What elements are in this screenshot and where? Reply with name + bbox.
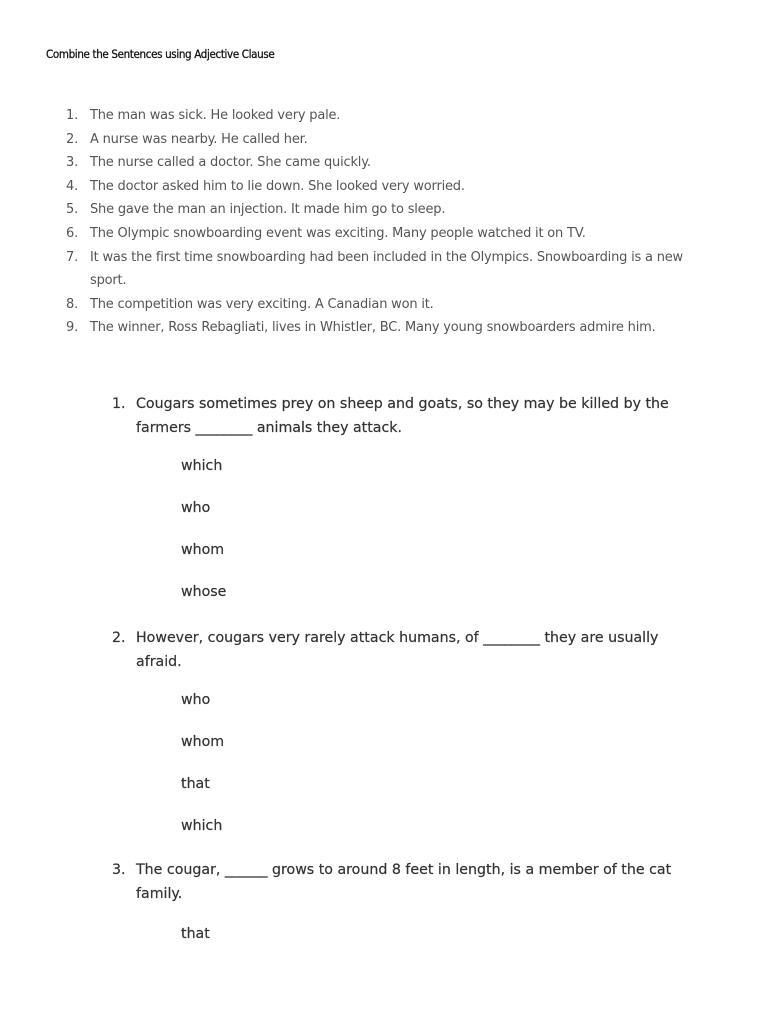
option-whom[interactable]: whom (181, 542, 225, 558)
item-number: 3. (66, 155, 79, 171)
question-text: Cougars sometimes prey on sheep and goats, so they may be killed by the farmers ________ animals they attack. (136, 396, 669, 436)
option-who[interactable]: who (181, 500, 211, 516)
list-item (62, 198, 712, 222)
list-item (62, 316, 712, 340)
list-item (62, 128, 712, 152)
list-item (62, 246, 712, 293)
item-number: 2. (66, 131, 79, 147)
question-text: The cougar, ______ grows to around 8 feet in length, is a member of the cat family. (136, 862, 672, 902)
list-item (62, 293, 712, 317)
list-item (62, 222, 712, 246)
option-that[interactable]: that (181, 776, 210, 792)
sentence-text: She gave the man an injection. It made him go to sleep. (90, 202, 446, 218)
list-item (62, 175, 712, 199)
page-title: Combine the Sentences using Adjective Clause (46, 47, 275, 61)
sentence-text: It was the first time snowboarding had been included in the Olympics. Snowboarding is a new sport. (90, 249, 683, 289)
sentence-text: The Olympic snowboarding event was exciting. Many people watched it on TV. (90, 225, 586, 241)
item-number: 9. (66, 320, 79, 336)
item-number: 6. (66, 225, 79, 241)
option-whom[interactable]: whom (181, 734, 225, 750)
list-item (62, 151, 712, 175)
item-number: 5. (66, 202, 79, 218)
question-number: 1. (112, 396, 126, 412)
list-item (62, 104, 712, 128)
sentence-list (62, 104, 712, 340)
sentence-text: The doctor asked him to lie down. She looked very worried. (90, 178, 465, 194)
question-number: 2. (112, 630, 126, 646)
question-text: However, cougars very rarely attack humans, of ________ they are usually afraid. (136, 630, 659, 670)
option-that[interactable]: that (181, 926, 210, 942)
item-number: 7. (66, 249, 79, 265)
option-whose[interactable]: whose (181, 584, 227, 600)
sentence-text: The man was sick. He looked very pale. (90, 108, 341, 123)
question-1 (108, 392, 708, 600)
question-3 (108, 858, 708, 942)
item-number: 4. (66, 178, 79, 194)
option-which[interactable]: which (181, 818, 223, 834)
sentence-text: The competition was very exciting. A Canadian won it. (90, 296, 434, 312)
option-which[interactable]: which (181, 458, 223, 474)
item-number: 1. (66, 108, 79, 123)
option-who[interactable]: who (181, 692, 211, 708)
item-number: 8. (66, 296, 79, 312)
sentence-text: The winner, Ross Rebagliati, lives in Whistler, BC. Many young snowboarders admire him. (90, 320, 656, 336)
sentence-text: A nurse was nearby. He called her. (90, 131, 308, 147)
sentence-text: The nurse called a doctor. She came quickly. (90, 155, 371, 171)
question-2 (108, 626, 708, 834)
question-number: 3. (112, 862, 126, 878)
